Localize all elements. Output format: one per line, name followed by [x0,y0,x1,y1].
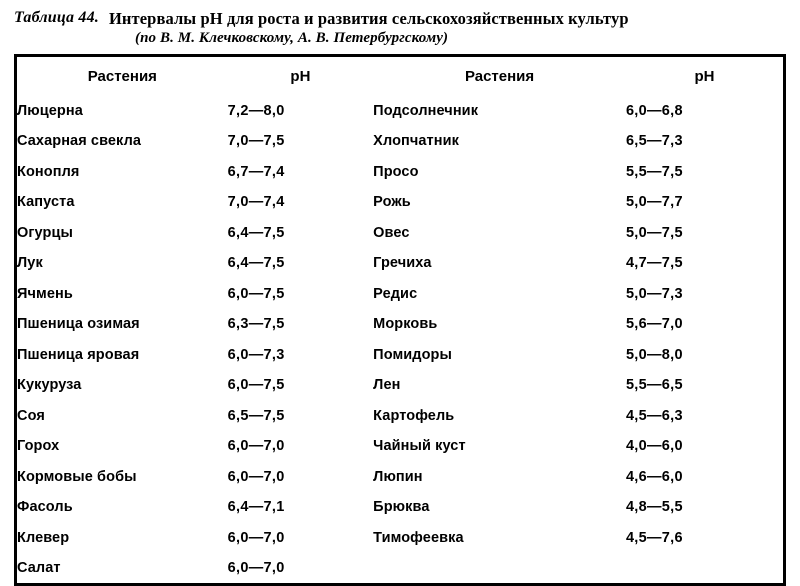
table-row [17,431,783,462]
table-row [17,400,783,431]
ph-value: 4,5—6,3 [625,407,683,424]
ph-value-empty [626,553,783,584]
table-caption [14,8,786,48]
table-row [17,156,783,187]
plant-name: Кормовые бобы [17,468,137,485]
table-row [17,248,783,279]
ph-value: 4,7—7,5 [625,255,683,272]
table-row [17,370,783,401]
ph-value: 7,0—7,5 [227,133,285,150]
plant-name-empty [373,553,626,584]
ph-value: 7,2—8,0 [227,102,285,119]
plant-name: Клевер [17,529,70,546]
plant-name: Брюква [373,499,430,516]
table-row [17,309,783,340]
plant-name: Подсолнечник [373,102,479,119]
plant-name: Картофель [373,407,455,424]
ph-table-container [14,54,786,586]
table-subtitle: (по В. М. Клечковскому, А. В. Петербургскому) [135,30,449,47]
plant-name: Лен [373,377,401,394]
ph-value: 5,0—7,5 [625,224,683,241]
ph-value: 6,7—7,4 [227,163,285,180]
plant-name: Конопля [17,163,80,180]
ph-value: 6,0—7,0 [227,438,285,455]
ph-value: 6,4—7,5 [227,255,285,272]
table-row [17,217,783,248]
plant-name: Салат [17,560,61,577]
plant-name: Соя [17,407,45,424]
plant-name: Лук [17,255,43,272]
plant-name: Тимофеевка [373,529,464,546]
ph-value: 6,5—7,3 [625,133,683,150]
plant-name: Пшеница озимая [17,316,140,333]
table-row [17,461,783,492]
plant-name: Просо [373,163,419,180]
table-number-label: Таблица 44. [14,9,99,26]
plant-name: Гречиха [373,255,432,272]
header-plants-right: Растения [464,67,535,85]
ph-value: 6,4—7,1 [227,499,285,516]
ph-value: 6,0—7,0 [227,529,285,546]
ph-table [17,57,783,583]
table-header-row [17,57,783,95]
table-row [17,492,783,523]
ph-value: 4,0—6,0 [625,438,683,455]
plant-name: Капуста [17,194,75,211]
table-title [109,8,629,48]
plant-name: Горох [17,438,60,455]
ph-value: 5,6—7,0 [625,316,683,333]
table-row [17,339,783,370]
ph-value: 5,5—7,5 [625,163,683,180]
ph-value: 6,4—7,5 [227,224,285,241]
table-title-text: Интервалы pH для роста и развития сельскохозяйственных культур [109,9,629,28]
header-plants-left: Растения [87,67,157,85]
plant-name: Огурцы [17,224,73,241]
ph-value: 6,0—6,8 [625,102,683,119]
ph-value: 6,3—7,5 [227,316,285,333]
plant-name: Люпин [373,468,423,485]
plant-name: Фасоль [17,499,73,516]
table-header [17,57,783,95]
plant-name: Чайный куст [373,438,466,455]
table-row [17,95,783,126]
ph-value: 6,0—7,0 [227,468,285,485]
table-row [17,126,783,157]
table-row [17,553,783,584]
plant-name: Помидоры [373,346,453,363]
ph-value: 6,0—7,0 [227,560,285,577]
ph-value: 5,0—8,0 [625,346,683,363]
header-ph-right: pH [694,67,715,85]
header-ph-left: pH [290,67,311,85]
plant-name: Редис [373,285,418,302]
plant-name: Кукуруза [17,377,82,394]
ph-value: 4,8—5,5 [625,499,683,516]
ph-value: 6,0—7,5 [227,285,285,302]
ph-value: 5,5—6,5 [625,377,683,394]
ph-value: 5,0—7,3 [625,285,683,302]
ph-value: 5,0—7,7 [625,194,683,211]
ph-value: 4,5—7,6 [625,529,683,546]
table-row [17,187,783,218]
ph-value: 6,0—7,3 [227,346,285,363]
ph-value: 7,0—7,4 [227,194,285,211]
plant-name: Пшеница яровая [17,346,140,363]
plant-name: Хлопчатник [373,133,459,150]
plant-name: Люцерна [17,102,83,119]
ph-value: 4,6—6,0 [625,468,683,485]
plant-name: Морковь [373,316,438,333]
plant-name: Сахарная свекла [17,133,142,150]
plant-name: Ячмень [17,285,73,302]
ph-value: 6,0—7,5 [227,377,285,394]
plant-name: Рожь [373,194,411,211]
table-row [17,522,783,553]
ph-value: 6,5—7,5 [227,407,285,424]
plant-name: Овес [373,224,410,241]
table-row [17,278,783,309]
table-body [17,95,783,583]
